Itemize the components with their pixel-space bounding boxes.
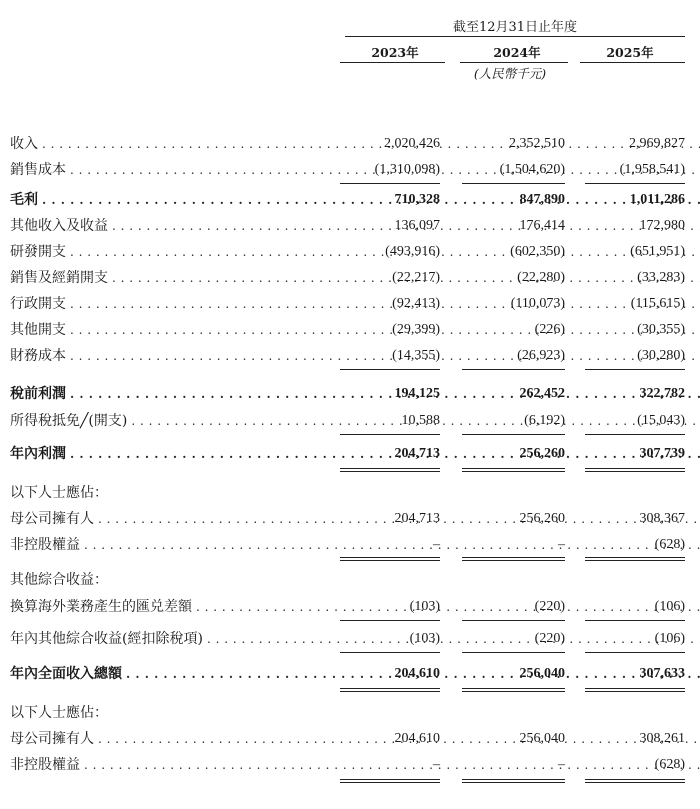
- value-2023: 10,588: [401, 413, 440, 428]
- value-2024: (110,073): [510, 296, 565, 311]
- value-2025: 308,261: [639, 731, 685, 746]
- year-2023-header: 2023年: [371, 45, 419, 60]
- subtotal-rule: [462, 369, 565, 370]
- value-2025: 307,633: [639, 666, 685, 681]
- total-rule: [585, 468, 685, 469]
- value-2024: (602,350): [510, 244, 565, 259]
- value-2024: –: [558, 537, 565, 552]
- table-row: [0, 664, 700, 684]
- row-label: 換算海外業務產生的匯兑差額 . . .: [10, 597, 700, 617]
- subtotal-rule: [585, 652, 685, 653]
- subtotal-rule: [462, 434, 565, 435]
- subtotal-rule: [462, 652, 565, 653]
- total-rule: [462, 468, 565, 469]
- row-label: 以下人士應佔：: [10, 705, 108, 721]
- year-rule-2023: [340, 62, 445, 63]
- value-2024: 256,040: [519, 666, 565, 681]
- total-rule: [462, 779, 565, 780]
- total-rule: [340, 471, 440, 472]
- value-2025: 307,739: [639, 446, 685, 461]
- total-rule: [585, 557, 685, 558]
- value-2023: (103): [409, 631, 440, 646]
- row-label: 其他綜合收益：: [10, 572, 108, 588]
- row-label: 行政開支 . . .: [10, 294, 700, 314]
- subtotal-rule: [340, 652, 440, 653]
- value-2025: (115,615): [630, 296, 685, 311]
- value-2024: (220): [534, 631, 565, 646]
- table-row: [0, 509, 700, 529]
- value-2023: 194,125: [394, 386, 440, 401]
- row-label: 研發開支 . . .: [10, 242, 700, 262]
- row-label: 財務成本 . . .: [10, 346, 700, 366]
- subtotal-rule: [585, 369, 685, 370]
- subtotal-rule: [462, 183, 565, 184]
- year-2025-header: 2025年: [606, 45, 654, 60]
- value-2023: 136,097: [394, 218, 440, 233]
- value-2025: (106): [654, 599, 685, 614]
- row-label: 年內其他綜合收益(經扣除稅項) . . .: [10, 629, 700, 649]
- value-2023: (493,916): [385, 244, 440, 259]
- row-label: 母公司擁有人 . . .: [10, 509, 700, 529]
- value-2024: (226): [534, 322, 565, 337]
- value-2025: 1,011,286: [629, 192, 685, 207]
- value-2025: (33,283): [637, 270, 685, 285]
- value-2024: 2,352,510: [509, 136, 565, 151]
- table-row: [0, 729, 700, 749]
- value-2025: 322,782: [639, 386, 685, 401]
- value-2023: 204,713: [394, 446, 440, 461]
- value-2023: 2,020,426: [384, 136, 440, 151]
- value-2024: 847,890: [519, 192, 565, 207]
- value-2025: 308,367: [639, 511, 685, 526]
- row-label: 母公司擁有人 . . .: [10, 729, 700, 749]
- total-rule: [585, 782, 685, 783]
- year-rule-2025: [580, 62, 685, 63]
- value-2024: –: [558, 757, 565, 772]
- subtotal-rule: [585, 434, 685, 435]
- value-2023: 710,328: [394, 192, 440, 207]
- value-2024: 256,040: [519, 731, 565, 746]
- total-rule: [340, 557, 440, 558]
- value-2024: 262,452: [519, 386, 565, 401]
- year-2024-header: 2024年: [493, 45, 541, 60]
- table-row: [0, 597, 700, 617]
- unit-label: (人民幣千元): [473, 66, 547, 81]
- table-row: [0, 268, 700, 288]
- value-2023: (29,399): [392, 322, 440, 337]
- value-2025: (1,958,541): [619, 162, 685, 177]
- total-rule: [340, 560, 440, 561]
- value-2025: (30,355): [637, 322, 685, 337]
- total-rule: [585, 471, 685, 472]
- row-label: 所得稅抵免╱(開支) . . .: [10, 411, 700, 431]
- value-2023: 204,713: [394, 511, 440, 526]
- value-2024: (22,280): [517, 270, 565, 285]
- value-2024: (26,923): [517, 348, 565, 363]
- section-heading: [0, 570, 700, 590]
- value-2025: (628): [654, 757, 685, 772]
- total-rule: [462, 691, 565, 692]
- table-row: [0, 629, 700, 649]
- table-row: [0, 242, 700, 262]
- table-row: [0, 535, 700, 555]
- row-label: 收入 . . .: [10, 134, 700, 154]
- total-rule: [462, 471, 565, 472]
- table-row: [0, 160, 700, 180]
- value-2023: (1,310,098): [374, 162, 440, 177]
- total-rule: [462, 782, 565, 783]
- value-2023: (103): [409, 599, 440, 614]
- table-row: [0, 346, 700, 366]
- section-heading: [0, 703, 700, 723]
- value-2023: 204,610: [394, 731, 440, 746]
- table-row: [0, 444, 700, 464]
- subtotal-rule: [340, 183, 440, 184]
- total-rule: [585, 688, 685, 689]
- value-2023: (92,413): [392, 296, 440, 311]
- table-row: [0, 755, 700, 775]
- value-2024: 256,260: [519, 446, 565, 461]
- subtotal-rule: [462, 620, 565, 621]
- total-rule: [340, 691, 440, 692]
- header-rule: [345, 36, 685, 37]
- row-label: 非控股權益 . . .: [10, 755, 700, 775]
- total-rule: [340, 779, 440, 780]
- value-2023: –: [433, 757, 440, 772]
- table-row: [0, 411, 700, 431]
- value-2023: –: [433, 537, 440, 552]
- value-2023: (14,355): [392, 348, 440, 363]
- section-heading: [0, 483, 700, 503]
- row-label: 毛利 . . .: [10, 190, 700, 210]
- table-row: [0, 134, 700, 154]
- subtotal-rule: [340, 620, 440, 621]
- row-label: 年內全面收入總額 . . .: [10, 664, 700, 684]
- value-2025: 2,969,827: [629, 136, 685, 151]
- total-rule: [340, 688, 440, 689]
- value-2025: (628): [654, 537, 685, 552]
- value-2025: (651,951): [630, 244, 685, 259]
- subtotal-rule: [340, 369, 440, 370]
- value-2024: (220): [534, 599, 565, 614]
- table-row: [0, 294, 700, 314]
- value-2023: 204,610: [394, 666, 440, 681]
- total-rule: [340, 782, 440, 783]
- total-rule: [462, 560, 565, 561]
- total-rule: [585, 779, 685, 780]
- subtotal-rule: [585, 183, 685, 184]
- total-rule: [585, 691, 685, 692]
- value-2024: (6,192): [524, 413, 565, 428]
- row-label: 其他收入及收益 . . .: [10, 216, 700, 236]
- row-label: 銷售成本 . . .: [10, 160, 700, 180]
- year-rule-2024: [460, 62, 568, 63]
- row-label: 銷售及經銷開支 . . .: [10, 268, 700, 288]
- total-rule: [585, 560, 685, 561]
- subtotal-rule: [585, 620, 685, 621]
- period-heading: 截至12月31日止年度: [452, 20, 578, 35]
- row-label: 以下人士應佔：: [10, 485, 108, 501]
- table-row: [0, 384, 700, 404]
- total-rule: [340, 468, 440, 469]
- table-row: [0, 216, 700, 236]
- value-2025: (30,280): [637, 348, 685, 363]
- row-label: 稅前利潤 . . .: [10, 384, 700, 404]
- value-2025: 172,980: [639, 218, 685, 233]
- total-rule: [462, 557, 565, 558]
- value-2025: (106): [654, 631, 685, 646]
- table-row: [0, 190, 700, 210]
- value-2024: 176,414: [519, 218, 565, 233]
- value-2024: (1,504,620): [499, 162, 565, 177]
- value-2024: 256,260: [519, 511, 565, 526]
- total-rule: [462, 688, 565, 689]
- value-2023: (22,217): [392, 270, 440, 285]
- row-label: 年內利潤 . . .: [10, 444, 700, 464]
- value-2025: (15,043): [637, 413, 685, 428]
- row-label: 非控股權益 . . .: [10, 535, 700, 555]
- table-row: [0, 320, 700, 340]
- subtotal-rule: [340, 434, 440, 435]
- row-label: 其他開支 . . .: [10, 320, 700, 340]
